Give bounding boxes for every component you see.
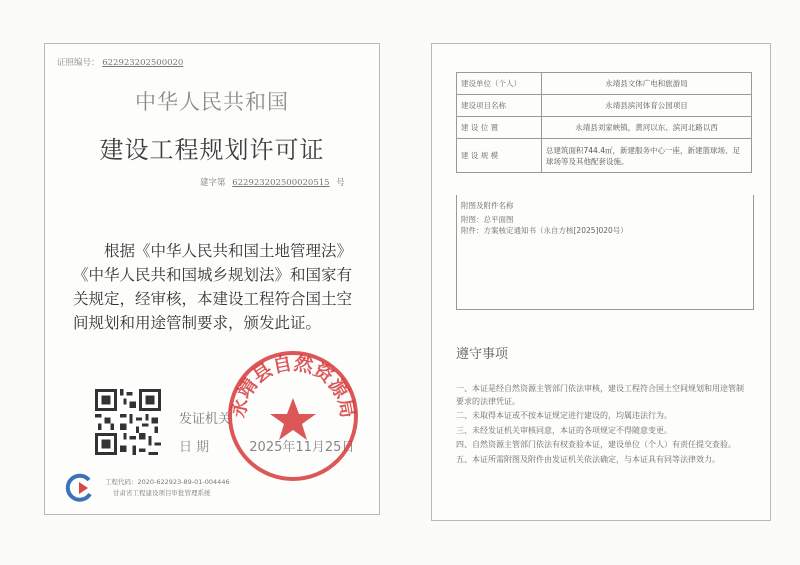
approval-system-logo-icon <box>63 472 95 504</box>
build-number <box>200 176 345 188</box>
rule-item: 三、未经发证机关审核同意，本证的各项规定不得随意变更。 <box>456 425 672 435</box>
rule-item: 一、本证是经自然资源主管部门依法审核，建设工程符合国土空间规划和用途管制要求的法律凭证。 <box>456 384 744 406</box>
issuing-authority-label: 发证机关 <box>179 412 232 427</box>
certificate-right-page <box>431 43 771 521</box>
cert-number <box>57 56 183 68</box>
rule-item: 五、本证所需附图及附件由发证机关依法确定，与本证具有同等法律效力。 <box>456 454 720 464</box>
table-row <box>457 139 752 173</box>
date-value: 2025年11月25日 <box>249 440 355 455</box>
build-number-suffix: 号 <box>336 178 345 188</box>
system-name: 甘肃省工程建设项目审批管理系统 <box>113 489 211 497</box>
qr-code-icon <box>95 389 161 455</box>
date-label: 日 期 <box>179 440 210 455</box>
project-info-table <box>456 72 752 173</box>
row-label: 建设单位（个人） <box>457 73 542 95</box>
rules-title: 遵守事项 <box>456 347 509 362</box>
row-value: 总建筑面积744.4㎡，新建服务中心一座，新建篮球场、足球场等及其他配套设施。 <box>542 139 752 173</box>
table-row <box>457 73 752 95</box>
table-row <box>457 117 752 139</box>
project-code: 工程代码：2020-622923-89-01-004446 <box>105 478 230 486</box>
certificate-body-text: 根据《中华人民共和国土地管理法》《中华人民共和国城乡规划法》和国家有关规定，经审核，本建设工程符合国土空间规划和用途管制要求，颁发此证。 <box>73 242 353 332</box>
build-number-value: 622923202500020515 <box>232 178 330 188</box>
cert-number-value: 622923202500020 <box>102 58 184 68</box>
row-value: 永靖县刘家峡镇，黄河以东、滨河北路以西 <box>542 117 752 139</box>
svg-text:永靖县自然资源局: 永靖县自然资源局 <box>227 352 359 420</box>
row-label: 建 设 位 置 <box>457 117 542 139</box>
attachments-box <box>456 195 754 310</box>
rule-item: 四、自然资源主管部门依法有权查验本证，建设单位（个人）有责任提交查验。 <box>456 440 736 449</box>
row-label: 建设项目名称 <box>457 95 542 117</box>
table-row <box>457 95 752 117</box>
attachment-figure: 附图：总平面图 <box>461 215 514 224</box>
row-label: 建 设 规 模 <box>457 139 542 173</box>
cert-number-label: 证照编号： <box>57 58 100 68</box>
certificate-title: 建设工程规划许可证 <box>99 136 325 164</box>
country-name: 中华人民共和国 <box>135 90 289 114</box>
rule-item: 二、未取得本证或不按本证规定进行建设的，均属违法行为。 <box>456 411 672 420</box>
rules-list <box>456 383 748 468</box>
official-seal-icon <box>223 346 363 486</box>
row-value: 永靖县文体广电和旅游局 <box>542 73 752 95</box>
attachment-file: 附件：方案核定通知书（永自方核[2025]020号） <box>461 226 628 235</box>
build-number-prefix: 建字第 <box>200 178 226 188</box>
row-value: 永靖县滨河体育公园项目 <box>542 95 752 117</box>
attachments-title: 附图及附件名称 <box>461 201 514 210</box>
certificate-left-page <box>44 43 380 515</box>
